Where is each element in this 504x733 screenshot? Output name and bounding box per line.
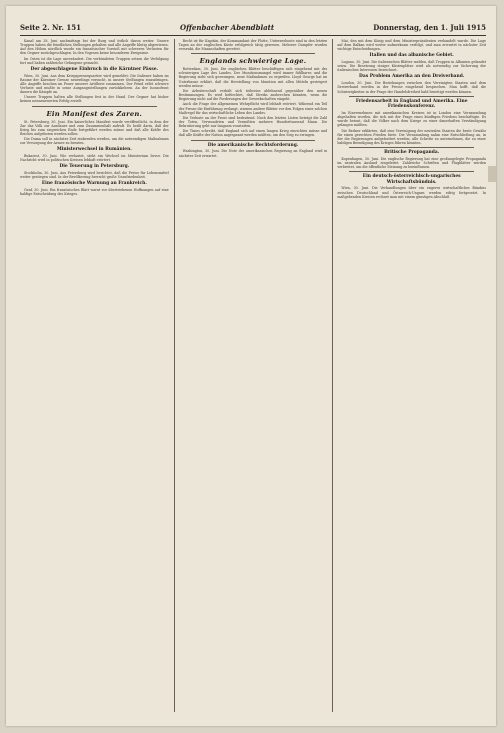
column-3 (332, 39, 486, 712)
article-heading: Das Problem Amerika an den Dreiverband. (359, 74, 465, 80)
paragraph: Kanal am 28. Juni nachmittags bei der Burg und östlich davon weiter. Unsere Truppen haben die feindlichen Stellungen gehalten und alle Angriffe blutig abgewiesen. Auf den Höhen nördlich wurde ein französischer Vorstoß mit schweren Verlusten für den Gegner zurückgeschlagen. In den Vogesen keine besonderen Ereignisse. (20, 39, 169, 56)
paragraph: London, 30. Juni. Die Beziehungen zwischen den Vereinigten Staaten und dem Dreiverband werden in der Presse eingehend besprochen. Man hofft, daß die Schwierigkeiten in der Frage der Handelsfreiheit bald beseitigt werden können. (337, 81, 487, 94)
article-heading: Ein deutsch-österreichisch-ungarisches Wirtschaftsbündnis. (362, 174, 461, 185)
paragraph: Recht ist für Kapitän, der Kommandant der Flotte, Unterseeboote sind in den letzten Tagen an der englischen Küste erfolgreich tätig gewesen. Mehrere Dampfer wurden versenkt, die Mannschaften gerettet. (178, 39, 328, 52)
paragraph: Die Times schreibt, daß England sich auf einen langen Krieg einrichten müsse und daß alle Kräfte der Nation angespannt werden müßten, um den Sieg zu erringen. (178, 129, 328, 138)
paragraph: Im Einvernehmen mit amerikanischen Kreisen ist in London eine Versammlung abgehalten worden, die sich mit der Frage eines künftigen Friedens beschäftigte. Es wurde betont, daß die Völker nach dem Kriege zu einer dauerhaften Verständigung gelangen müßten. (337, 110, 487, 128)
paragraph: Washington, 30. Juni. Die Note der amerikanischen Regierung an England wird in nächster Zeit erwartet. (178, 149, 328, 158)
article-columns (20, 39, 486, 712)
header-date: Donnerstag, den 1. Juli 1915 (373, 22, 486, 32)
divider (191, 53, 316, 54)
paragraph: Rotterdam, 30. Juni. Die englischen Blätter beschäftigen sich eingehend mit der schwierigen Lage des Landes. Der Munitionsmangel wird immer fühlbarer, und die Regierung sieht sich gezwungen, neue Maßnahmen zu ergreifen. Lloyd George hat im Unterhause erklärt, daß die Herstellung von Munition mit allen Mitteln gesteigert werden müsse. (178, 67, 328, 88)
article-heading: Englands schwierige Lage. (199, 57, 307, 66)
article-heading: Ministerwechsel in Rumänien. (56, 147, 132, 153)
article-heading: Der abgeschlagene Einbruch in die Kärntner Pässe. (30, 66, 159, 72)
paragraph: Die Verluste an der Front sind bedeutend. Nach den letzten Listen beträgt die Zahl der Toten, Verwundeten und Vermißten mehrere Hunderttausend Mann. Die Rekrutierung geht nur langsam vonstatten. (178, 115, 328, 129)
paragraph: Wien, 30. Juni. Die Verhandlungen über ein engeres wirtschaftliches Bündnis zwischen Deutschland und Österreich-Ungarn werden eifrig fortgesetzt. In maßgebenden Kreisen rechnet man mit einem günstigen Abschluß. (337, 186, 487, 199)
paragraph: Die Arbeiterschaft verhält sich teilweise ablehnend gegenüber den neuen Bestimmungen. Es wird befürchtet, daß Streiks ausbrechen könnten, wenn die Regierung nicht auf die Forderungen der Gewerkschaften eingeht. (178, 88, 328, 102)
article-heading: Ein Manifest des Zaren. (46, 109, 143, 118)
column-1 (20, 39, 169, 712)
divider (349, 147, 474, 148)
article-heading: Italien und das albanische Gebiet. (369, 53, 454, 59)
paragraph: Kopenhagen, 30. Juni. Die englische Regierung hat eine großangelegte Propaganda im neutralen Ausland eingeleitet. Zahlreiche Schriften und Flugblätter werden verbreitet, um die öffentliche Meinung zu beeinflussen. (337, 156, 487, 169)
divider (349, 171, 474, 172)
paragraph: Auch die Frage der allgemeinen Wehrpflicht wird lebhaft erörtert. Während ein Teil der Presse die Einführung verlangt, warnen andere Blätter vor den Folgen einer solchen Maßregel für das wirtschaftliche Leben des Landes. (178, 102, 328, 115)
paragraph: Stockholm, 30. Juni. Aus Petersburg wird berichtet, daß die Preise für Lebensmittel weiter gestiegen sind. In der Bevölkerung herrscht große Unzufriedenheit. (20, 171, 169, 180)
paragraph: Bukarest, 30. Juni. Wie verlautet, steht ein Wechsel im Ministerium bevor. Die Nachricht wird in politischen Kreisen lebhaft erörtert. (20, 154, 169, 163)
paragraph: Lugano, 30. Juni. Die italienischen Blätter melden, daß Truppen in Albanien gelandet seien. Die Besetzung einiger Küstenplätze wird als notwendig zur Sicherung der italienischen Interessen bezeichnet. (337, 60, 487, 73)
scan-edge-mark (488, 166, 496, 182)
article-heading: Eine französische Warnung an Frankreich. (41, 181, 147, 187)
header-masthead: Offenbacher Abendblatt (180, 22, 275, 32)
page-header (20, 20, 486, 34)
paragraph: Die Redner erklärten, daß eine Vereinigung der neutralen Staaten die beste Gewähr für einen gerechten Frieden biete. Die Versammlung nahm eine Entschließung an, in der die Regierungen aufgefordert werden, alle Schritte zu unternehmen, die zu einer baldigen Beendigung des Krieges führen könnten. (337, 128, 487, 145)
paragraph: St. Petersburg, 30. Juni. Ein kaiserliches Manifest wurde veröffentlicht, in dem der Zar das Volk zur Ausdauer und zum Zusammenhalt aufruft. Es heißt darin, daß der Krieg bis zum siegreichen Ende fortgeführt werden müsse und daß alle Kräfte des Reiches aufgeboten werden sollen. (20, 119, 169, 136)
article-heading: Die Teuerung in Petersburg. (59, 164, 130, 170)
article-heading: Die amerikanische Rechtsforderung. (207, 142, 299, 148)
article-heading: Britische Propaganda. (384, 149, 440, 155)
paragraph: Die Duma soll in nächster Zeit einberufen werden, um die notwendigen Maßnahmen zur Versorgung der Armee zu beraten. (20, 137, 169, 146)
newspaper-page (6, 6, 496, 726)
header-page-number: Seite 2. Nr. 151 (20, 22, 81, 32)
header-rule (20, 35, 486, 36)
divider (349, 96, 474, 97)
article-heading: Friedensarbeit in England und Amerika. Eine Friedenskonferenz. (355, 98, 468, 110)
paragraph: Mai, den mit dem König und dem Ministerpräsidenten verhandelt wurde. Die Lage auf dem Balkan wird weiter aufmerksam verfolgt, und man erwartet in nächster Zeit wichtige Entscheidungen. (337, 39, 487, 52)
paragraph: Genf, 30. Juni. Ein französisches Blatt warnt vor übertriebenen Hoffnungen auf eine baldige Entscheidung des Krieges. (20, 188, 169, 197)
paragraph: Im Osten ist die Lage unverändert. Die verbündeten Truppen setzen die Verfolgung fort und haben zahlreiche Gefangene gemacht. (20, 56, 169, 65)
paragraph: Unsere Truppen halten alle Stellungen fest in der Hand. Der Gegner hat bisher keinen nennenswerten Erfolg erzielt. (20, 95, 169, 104)
paragraph: Wien, 30. Juni. Aus dem Kriegspressequartier wird gemeldet: Die Italiener haben im Raume der Kärntner Grenze neuerdings versucht, in unsere Stellungen einzudringen. Alle Angriffe brachen im Feuer unserer Artillerie zusammen. Der Feind erlitt schwere Verluste und mußte in seine Ausgangsstellungen zurückkehren. An der Isonzofront dauern die Kämpfe an. (20, 73, 169, 95)
column-2 (174, 39, 328, 712)
divider (191, 140, 316, 141)
divider (32, 106, 157, 107)
